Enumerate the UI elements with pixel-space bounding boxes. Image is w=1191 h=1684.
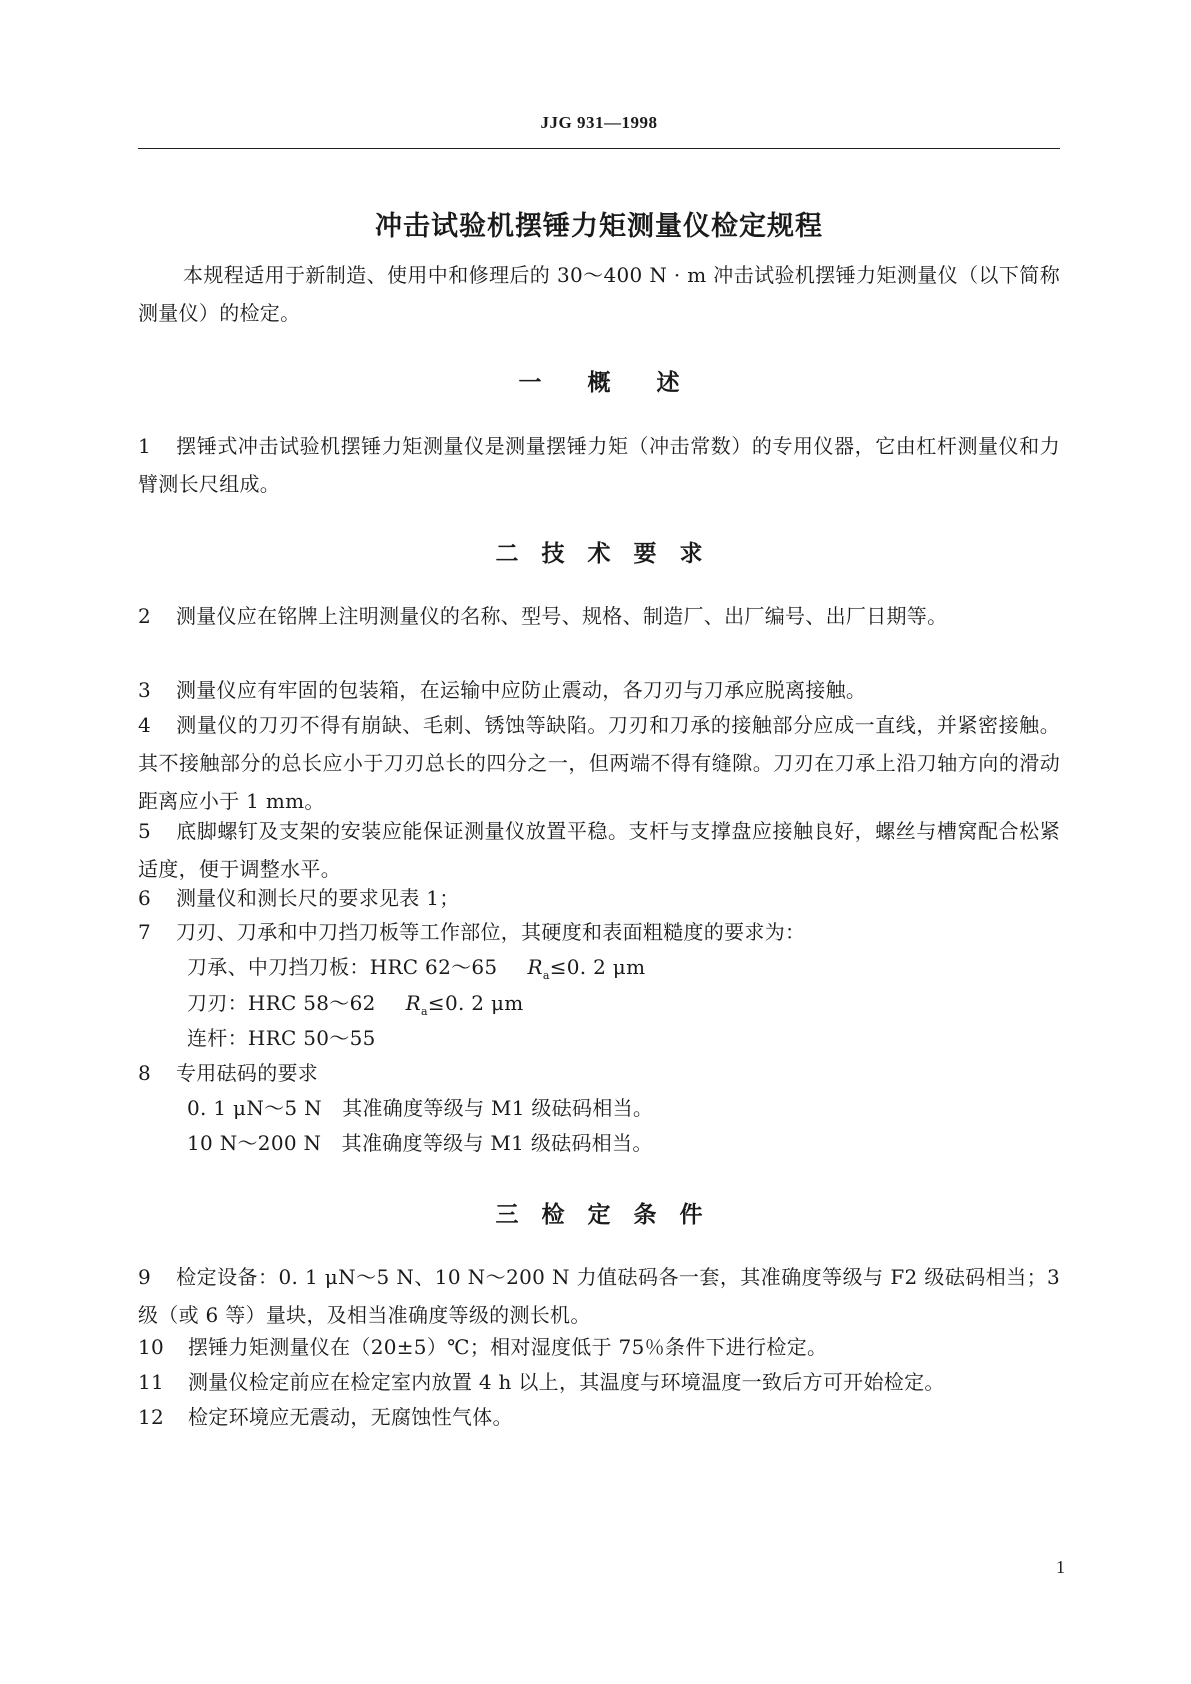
hardness-spec: 刀承、中刀挡刀板：HRC 62～65 <box>187 955 498 979</box>
header-divider <box>138 148 1060 149</box>
roughness-subscript: a <box>542 969 550 982</box>
roughness-spec: ≤0. 2 μm <box>549 955 646 979</box>
clause-number: 4 <box>138 713 152 737</box>
clause-8-item-small-weights: 0. 1 μN～5 N 其准确度等级与 M1 级砝码相当。 <box>187 1096 654 1120</box>
clause-number: 10 <box>138 1335 165 1359</box>
roughness-subscript: a <box>421 1005 428 1018</box>
clause-6 <box>138 880 1060 916</box>
clause-number: 6 <box>138 886 152 910</box>
roughness-symbol: R <box>527 955 543 979</box>
clause-text: 检定设备：0. 1 μN～5 N、10 N～200 N 力值砝码各一套，其准确度等级与 F2 级砝码相当；3 级（或 6 等）量块，及相当准确度等级的测长机。 <box>138 1265 1060 1327</box>
clause-11 <box>138 1364 1060 1400</box>
clause-1 <box>138 427 1060 503</box>
clause-text: 刀刃、刀承和中刀挡刀板等工作部位，其硬度和表面粗糙度的要求为： <box>176 920 806 944</box>
clause-number: 7 <box>138 920 152 944</box>
clause-9 <box>138 1258 1060 1334</box>
clause-number: 11 <box>138 1370 165 1394</box>
section-heading-verification-conditions: 三 检 定 条 件 <box>495 1202 703 1228</box>
clause-number: 5 <box>138 819 152 843</box>
clause-number: 12 <box>138 1405 165 1429</box>
clause-2 <box>138 597 1060 635</box>
clause-4 <box>138 706 1060 820</box>
clause-7-item-connecting-rod: 连杆：HRC 50～55 <box>187 1026 376 1050</box>
clause-text: 检定环境应无震动，无腐蚀性气体。 <box>188 1405 513 1429</box>
clause-3 <box>138 671 1060 709</box>
section-heading-overview: 一 概 述 <box>518 370 680 396</box>
clause-text: 测量仪的刀刃不得有崩缺、毛刺、锈蚀等缺陷。刀刃和刀承的接触部分应成一直线，并紧密接触。其不接触部分的总长应小于刀刃总长的四分之一，但两端不得有缝隙。刀刃在刀承上沿刀轴方向的滑动距离应小于 1 mm。 <box>138 713 1060 813</box>
clause-text: 专用砝码的要求 <box>176 1061 319 1085</box>
document-code-header: JJG 931—1998 <box>540 113 658 132</box>
roughness-symbol: R <box>405 991 422 1015</box>
clause-8-item-large-weights: 10 N～200 N 其准确度等级与 M1 级砝码相当。 <box>187 1131 653 1155</box>
section-heading-technical-requirements: 二 技 术 要 求 <box>495 541 703 567</box>
roughness-spec: ≤0. 2 μm <box>427 991 524 1015</box>
clause-text: 摆锤力矩测量仪在（20±5）℃；相对湿度低于 75％条件下进行检定。 <box>188 1335 828 1359</box>
clause-10 <box>138 1329 1060 1365</box>
clause-12 <box>138 1399 1060 1435</box>
intro-paragraph: 本规程适用于新制造、使用中和修理后的 30～400 N · m 冲击试验机摆锤力矩测量仪（以下简称测量仪）的检定。 <box>138 263 1060 325</box>
clause-text: 测量仪应有牢固的包装箱，在运输中应防止震动，各刀刃与刀承应脱离接触。 <box>176 678 867 702</box>
clause-text: 测量仪和测长尺的要求见表 1； <box>176 886 460 910</box>
clause-number: 1 <box>138 434 152 458</box>
clause-number: 3 <box>138 678 152 702</box>
clause-text: 摆锤式冲击试验机摆锤力矩测量仪是测量摆锤力矩（冲击常数）的专用仪器，它由杠杆测量仪和力臂测长尺组成。 <box>138 434 1060 496</box>
clause-7 <box>138 914 1060 950</box>
clause-8 <box>138 1055 1060 1091</box>
clause-number: 8 <box>138 1061 152 1085</box>
clause-5 <box>138 812 1060 888</box>
clause-number: 9 <box>138 1265 152 1289</box>
clause-text: 测量仪应在铭牌上注明测量仪的名称、型号、规格、制造厂、出厂编号、出厂日期等。 <box>176 604 948 628</box>
clause-text: 测量仪检定前应在检定室内放置 4 h 以上，其温度与环境温度一致后方可开始检定。 <box>188 1370 945 1394</box>
clause-text: 底脚螺钉及支架的安装应能保证测量仪放置平稳。支杆与支撑盘应接触良好，螺丝与槽窝配合松紧适度，便于调整水平。 <box>138 819 1060 881</box>
clause-number: 2 <box>138 604 152 628</box>
document-title: 冲击试验机摆锤力矩测量仪检定规程 <box>375 211 823 242</box>
page-number: 1 <box>1056 1557 1065 1577</box>
hardness-spec: 刀刃：HRC 58～62 <box>187 991 376 1015</box>
